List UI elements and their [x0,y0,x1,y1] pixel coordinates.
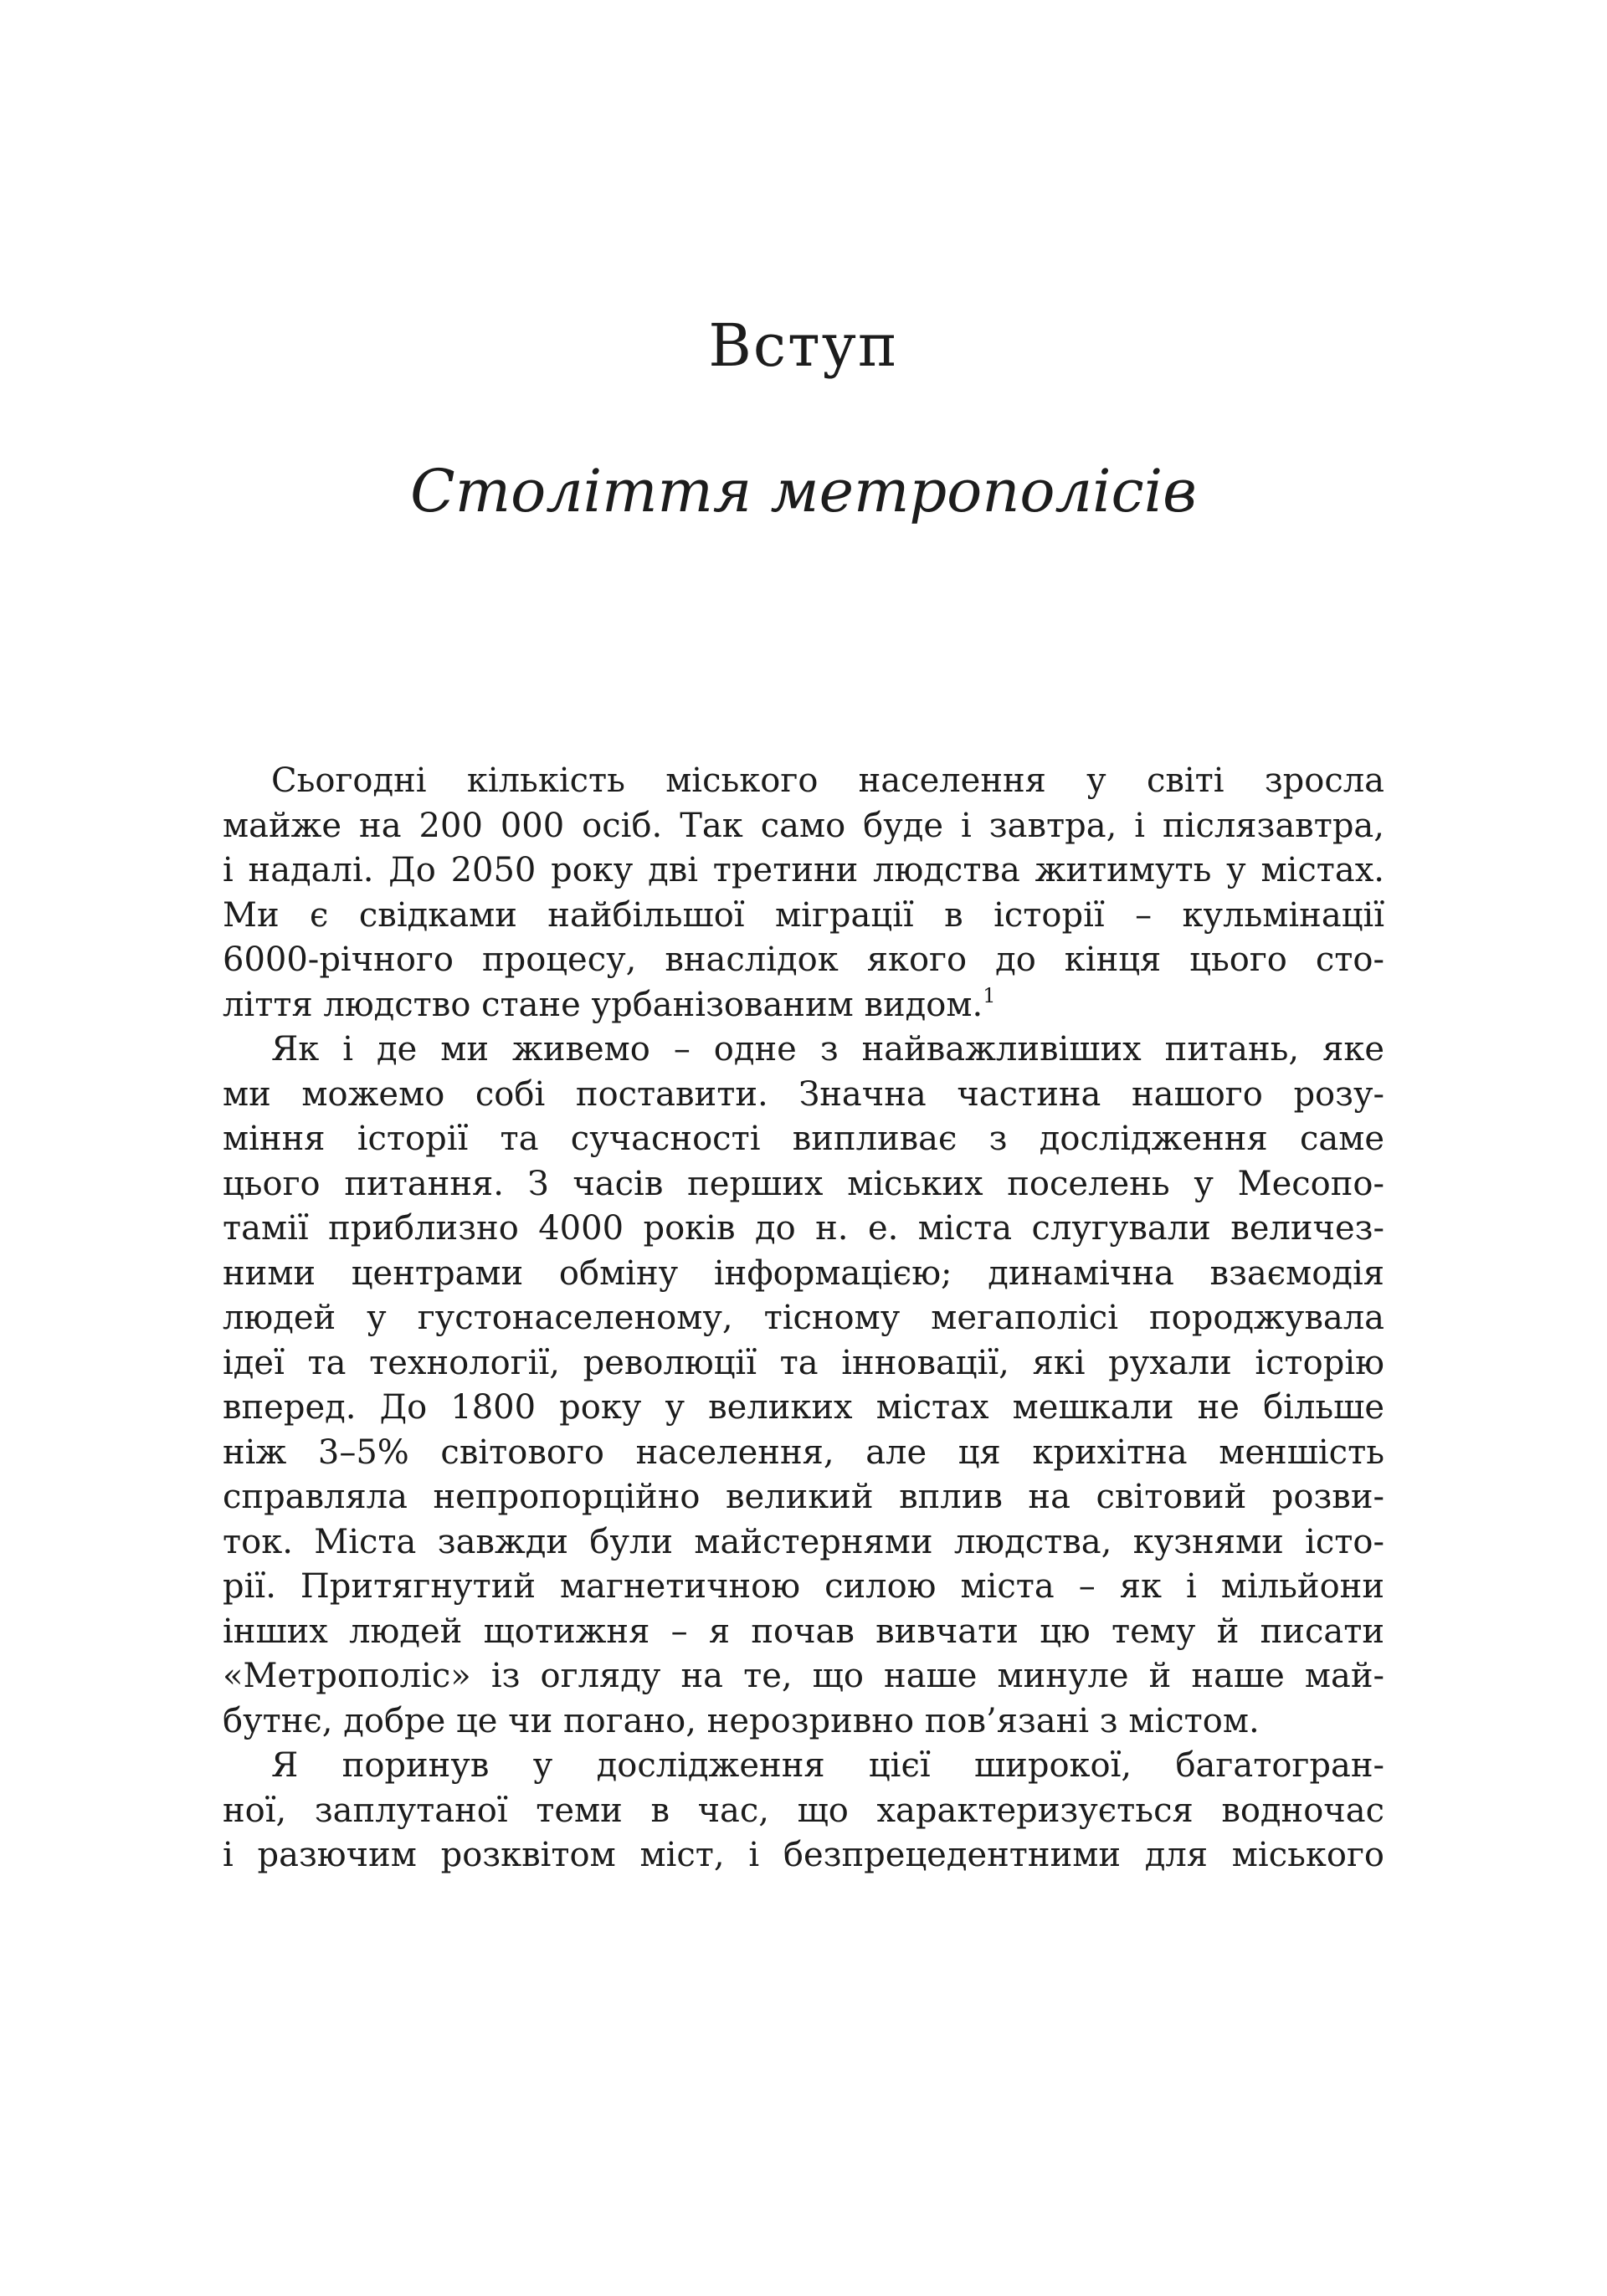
text-line: і надалі. До 2050 року дві третини людства житимуть у містах. [223,851,1384,889]
text-line: ідеї та технології, революції та інновації, які рухали історію [223,1343,1384,1382]
text-line: ної, заплутаної теми в час, що характеризується водночас [223,1791,1384,1830]
chapter-title: Вступ [708,311,899,380]
text-line: цього питання. З часів перших міських поселень у Месопо- [223,1164,1384,1203]
paragraph-3 [223,1744,1384,1878]
text-line: Я поринув у дослідження цієї широкої, багатогран- [271,1746,1384,1785]
body-text [223,759,1384,1878]
text-line: «Метрополіс» із огляду на те, що наше минуле й наше май- [223,1657,1384,1695]
footnote-marker[interactable]: 1 [983,983,996,1007]
text-line: Як і де ми живемо – одне з найважливіших питань, яке [271,1030,1384,1069]
text-line: ліття людство стане урбанізованим видом. [223,985,983,1024]
text-line: ми можемо собі поставити. Значна частина нашого розу- [223,1074,1384,1114]
text-line: вперед. До 1800 року у великих містах мешкали не більше [223,1388,1384,1427]
text-line: справляла непропорційно великий вплив на світовий розви- [223,1478,1384,1516]
text-line: міння історії та сучасності випливає з дослідження саме [223,1120,1384,1158]
text-line-with-footnote [223,983,1384,1028]
text-line: рії. Притягнутий магнетичною силою міста – як і мільйони [223,1567,1384,1606]
text-line: ніж 3–5% світового населення, але ця крихітна меншість [223,1432,1384,1472]
text-line: і разючим розквітом міст, і безпрецедентними для міського [223,1836,1384,1874]
text-line: інших людей щотижня – я почав вивчати цю тему й писати [223,1612,1384,1651]
text-line: Ми є свідками найбільшої міграції в історії – кульмінації [223,895,1384,935]
text-line: майже на 200 000 осіб. Так само буде і завтра, і післязавтра, [223,806,1384,845]
text-line: ними центрами обміну інформацією; динамічна взаємодія [223,1253,1384,1293]
text-line: 6000-річного процесу, внаслідок якого до кінця цього сто- [223,940,1384,979]
text-line: бутнє, добре це чи погано, нерозривно пов’язані з містом. [223,1701,1260,1740]
text-line: Сьогодні кількість міського населення у світі зросла [271,761,1384,800]
paragraph-2 [223,1028,1384,1744]
text-line: людей у густонаселеному, тісному мегаполісі породжувала [223,1299,1384,1337]
text-line: ток. Міста завжди були майстернями людства, кузнями істо- [223,1522,1384,1561]
text-line: тамії приблизно 4000 років до н. е. міста слугували величез- [223,1209,1384,1248]
chapter-subtitle: Століття метрополісів [410,457,1197,525]
paragraph-1 [223,759,1384,1028]
